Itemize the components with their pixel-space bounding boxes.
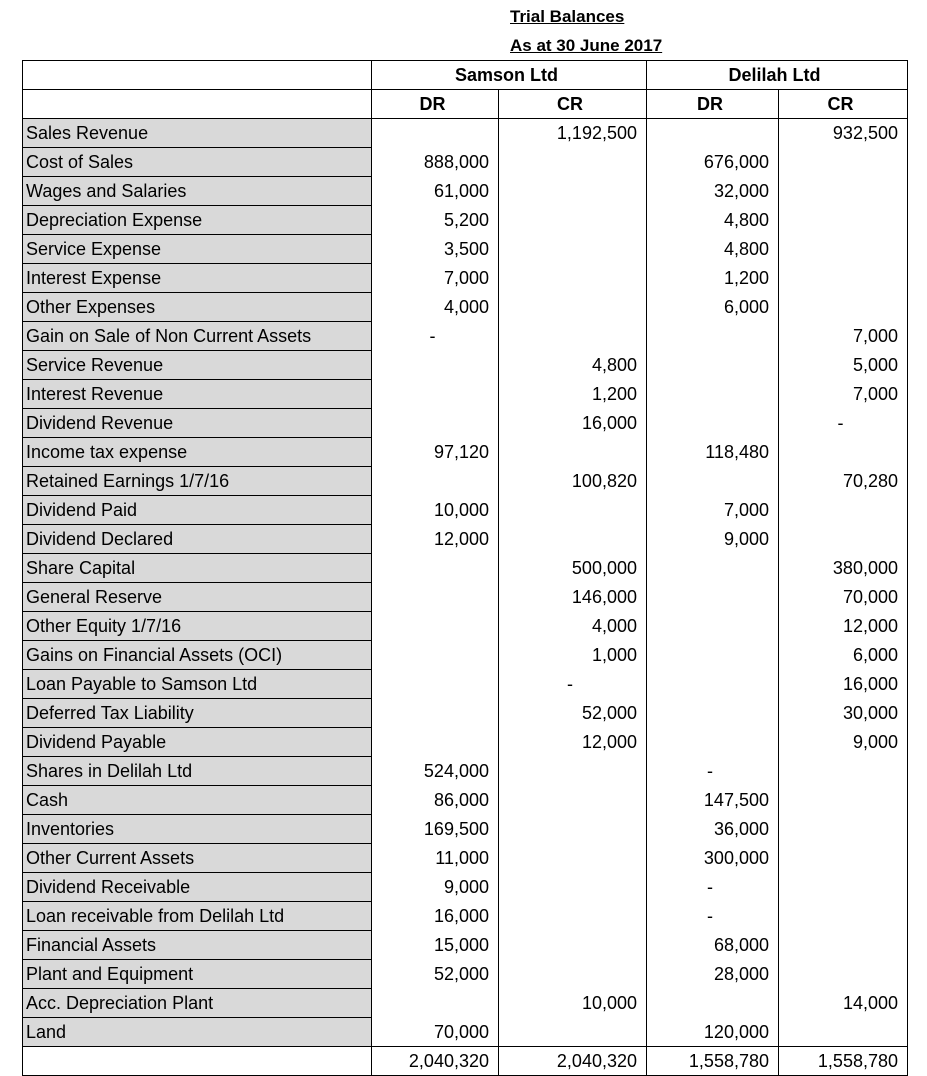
amount-samson-cr	[499, 206, 647, 235]
table-row	[23, 496, 908, 525]
amount-samson-dr: 3,500	[372, 235, 499, 264]
amount-samson-cr	[499, 786, 647, 815]
amount-delilah-dr: 68,000	[647, 931, 779, 960]
page-subtitle: As at 30 June 2017	[510, 36, 663, 55]
amount-delilah-cr	[779, 293, 908, 322]
account-label: Sales Revenue	[23, 119, 372, 148]
account-label: Deferred Tax Liability	[23, 699, 372, 728]
amount-delilah-dr	[647, 351, 779, 380]
amount-delilah-cr: -	[779, 409, 908, 438]
account-label: Income tax expense	[23, 438, 372, 467]
amount-delilah-cr	[779, 206, 908, 235]
amount-samson-cr: 10,000	[499, 989, 647, 1018]
account-label: Dividend Revenue	[23, 409, 372, 438]
account-label: Service Revenue	[23, 351, 372, 380]
amount-samson-cr	[499, 844, 647, 873]
amount-samson-dr	[372, 467, 499, 496]
amount-delilah-dr: 300,000	[647, 844, 779, 873]
amount-delilah-cr: 380,000	[779, 554, 908, 583]
table-row	[23, 351, 908, 380]
amount-samson-cr	[499, 902, 647, 931]
table-row	[23, 931, 908, 960]
amount-delilah-dr	[647, 583, 779, 612]
account-label: Dividend Paid	[23, 496, 372, 525]
amount-delilah-cr	[779, 235, 908, 264]
amount-delilah-dr: 9,000	[647, 525, 779, 554]
amount-delilah-dr: 32,000	[647, 177, 779, 206]
amount-delilah-cr: 12,000	[779, 612, 908, 641]
table-row	[23, 177, 908, 206]
table-row	[23, 264, 908, 293]
table-row	[23, 322, 908, 351]
amount-delilah-dr	[647, 612, 779, 641]
account-label: General Reserve	[23, 583, 372, 612]
column-header-delilah-dr: DR	[647, 90, 779, 119]
account-label: Plant and Equipment	[23, 960, 372, 989]
table-row	[23, 525, 908, 554]
account-label: Land	[23, 1018, 372, 1047]
amount-samson-cr: 16,000	[499, 409, 647, 438]
account-label: Dividend Receivable	[23, 873, 372, 902]
column-header-delilah-cr: CR	[779, 90, 908, 119]
account-label: Cost of Sales	[23, 148, 372, 177]
table-row	[23, 583, 908, 612]
table-row	[23, 815, 908, 844]
table-row	[23, 554, 908, 583]
amount-samson-dr	[372, 583, 499, 612]
amount-samson-cr	[499, 148, 647, 177]
amount-delilah-dr: 676,000	[647, 148, 779, 177]
amount-delilah-dr: 36,000	[647, 815, 779, 844]
amount-delilah-cr	[779, 264, 908, 293]
table-row	[23, 438, 908, 467]
total-delilah-cr: 1,558,780	[779, 1047, 908, 1076]
amount-delilah-cr: 9,000	[779, 728, 908, 757]
amount-samson-dr: 5,200	[372, 206, 499, 235]
amount-samson-dr: 70,000	[372, 1018, 499, 1047]
amount-delilah-dr: -	[647, 873, 779, 902]
amount-delilah-cr	[779, 844, 908, 873]
amount-delilah-dr: 120,000	[647, 1018, 779, 1047]
amount-samson-dr: 7,000	[372, 264, 499, 293]
amount-samson-cr: 100,820	[499, 467, 647, 496]
amount-samson-dr	[372, 351, 499, 380]
amount-samson-cr: 1,200	[499, 380, 647, 409]
amount-samson-cr	[499, 496, 647, 525]
amount-delilah-dr: 6,000	[647, 293, 779, 322]
amount-samson-cr	[499, 931, 647, 960]
amount-samson-cr: 500,000	[499, 554, 647, 583]
amount-delilah-cr: 7,000	[779, 322, 908, 351]
amount-delilah-cr	[779, 873, 908, 902]
account-label: Gains on Financial Assets (OCI)	[23, 641, 372, 670]
amount-delilah-dr	[647, 467, 779, 496]
table-row	[23, 699, 908, 728]
account-label: Loan Payable to Samson Ltd	[23, 670, 372, 699]
account-label: Cash	[23, 786, 372, 815]
amount-samson-dr: 169,500	[372, 815, 499, 844]
account-label: Dividend Payable	[23, 728, 372, 757]
company-header-delilah: Delilah Ltd	[647, 61, 908, 90]
amount-samson-cr	[499, 757, 647, 786]
amount-samson-cr: 4,000	[499, 612, 647, 641]
table-row	[23, 728, 908, 757]
account-label: Depreciation Expense	[23, 206, 372, 235]
header-blank-cell	[23, 61, 372, 90]
amount-samson-cr: 4,800	[499, 351, 647, 380]
amount-delilah-cr: 14,000	[779, 989, 908, 1018]
amount-delilah-dr	[647, 728, 779, 757]
amount-samson-cr	[499, 873, 647, 902]
table-row	[23, 989, 908, 1018]
column-header-samson-dr: DR	[372, 90, 499, 119]
amount-delilah-dr	[647, 699, 779, 728]
amount-samson-cr: 146,000	[499, 583, 647, 612]
amount-samson-cr	[499, 235, 647, 264]
column-header-samson-cr: CR	[499, 90, 647, 119]
amount-samson-cr: 52,000	[499, 699, 647, 728]
account-label: Interest Expense	[23, 264, 372, 293]
table-row	[23, 960, 908, 989]
amount-delilah-dr	[647, 322, 779, 351]
account-label: Other Current Assets	[23, 844, 372, 873]
amount-delilah-dr	[647, 554, 779, 583]
account-label: Wages and Salaries	[23, 177, 372, 206]
table-row	[23, 409, 908, 438]
amount-delilah-dr	[647, 119, 779, 148]
table-row	[23, 380, 908, 409]
page-title: Trial Balances	[510, 7, 625, 26]
amount-delilah-cr	[779, 960, 908, 989]
table-row	[23, 641, 908, 670]
amount-delilah-cr	[779, 177, 908, 206]
table-row	[23, 119, 908, 148]
column-header-row	[23, 90, 908, 119]
amount-samson-dr: 15,000	[372, 931, 499, 960]
totals-label-cell	[23, 1047, 372, 1076]
amount-samson-dr: 52,000	[372, 960, 499, 989]
amount-delilah-dr: -	[647, 902, 779, 931]
amount-delilah-dr	[647, 989, 779, 1018]
amount-delilah-dr: 7,000	[647, 496, 779, 525]
table-row	[23, 235, 908, 264]
company-header-row	[23, 61, 908, 90]
amount-samson-dr: 61,000	[372, 177, 499, 206]
account-label: Share Capital	[23, 554, 372, 583]
trial-balance-table	[22, 60, 908, 1076]
table-row	[23, 873, 908, 902]
amount-delilah-cr: 6,000	[779, 641, 908, 670]
account-label: Acc. Depreciation Plant	[23, 989, 372, 1018]
amount-delilah-cr: 16,000	[779, 670, 908, 699]
account-label: Retained Earnings 1/7/16	[23, 467, 372, 496]
amount-delilah-cr	[779, 931, 908, 960]
amount-samson-dr: -	[372, 322, 499, 351]
amount-samson-dr	[372, 612, 499, 641]
account-label: Other Expenses	[23, 293, 372, 322]
amount-samson-dr	[372, 670, 499, 699]
amount-delilah-cr	[779, 438, 908, 467]
amount-samson-dr: 97,120	[372, 438, 499, 467]
account-label: Loan receivable from Delilah Ltd	[23, 902, 372, 931]
amount-delilah-cr: 70,000	[779, 583, 908, 612]
amount-samson-dr: 12,000	[372, 525, 499, 554]
table-row	[23, 148, 908, 177]
amount-samson-cr	[499, 1018, 647, 1047]
amount-samson-cr	[499, 177, 647, 206]
amount-samson-cr	[499, 525, 647, 554]
amount-delilah-cr: 30,000	[779, 699, 908, 728]
amount-samson-cr	[499, 293, 647, 322]
table-row	[23, 467, 908, 496]
total-samson-cr: 2,040,320	[499, 1047, 647, 1076]
amount-samson-dr: 11,000	[372, 844, 499, 873]
amount-samson-dr: 10,000	[372, 496, 499, 525]
amount-samson-dr: 16,000	[372, 902, 499, 931]
table-row	[23, 293, 908, 322]
amount-delilah-dr: 1,200	[647, 264, 779, 293]
amount-samson-dr	[372, 380, 499, 409]
amount-delilah-cr: 932,500	[779, 119, 908, 148]
amount-delilah-cr	[779, 496, 908, 525]
amount-delilah-dr: 4,800	[647, 206, 779, 235]
amount-samson-cr: 12,000	[499, 728, 647, 757]
amount-samson-cr	[499, 264, 647, 293]
table-row	[23, 757, 908, 786]
amount-samson-dr: 86,000	[372, 786, 499, 815]
total-samson-dr: 2,040,320	[372, 1047, 499, 1076]
amount-delilah-cr: 7,000	[779, 380, 908, 409]
amount-samson-cr: 1,192,500	[499, 119, 647, 148]
amount-samson-cr: 1,000	[499, 641, 647, 670]
account-label: Interest Revenue	[23, 380, 372, 409]
table-row	[23, 1018, 908, 1047]
amount-delilah-dr	[647, 380, 779, 409]
amount-samson-dr	[372, 699, 499, 728]
amount-delilah-cr: 5,000	[779, 351, 908, 380]
amount-delilah-dr	[647, 670, 779, 699]
amount-delilah-dr	[647, 409, 779, 438]
amount-samson-cr	[499, 438, 647, 467]
account-label: Gain on Sale of Non Current Assets	[23, 322, 372, 351]
amount-delilah-cr	[779, 525, 908, 554]
account-label: Shares in Delilah Ltd	[23, 757, 372, 786]
table-row	[23, 902, 908, 931]
amount-delilah-dr: 4,800	[647, 235, 779, 264]
amount-samson-cr	[499, 815, 647, 844]
table-row	[23, 670, 908, 699]
amount-delilah-dr	[647, 641, 779, 670]
amount-samson-dr	[372, 119, 499, 148]
amount-delilah-dr: 147,500	[647, 786, 779, 815]
amount-samson-cr	[499, 960, 647, 989]
amount-samson-dr	[372, 409, 499, 438]
table-row	[23, 844, 908, 873]
amount-samson-cr: -	[499, 670, 647, 699]
amount-samson-dr	[372, 554, 499, 583]
table-row	[23, 612, 908, 641]
amount-delilah-cr	[779, 148, 908, 177]
amount-samson-dr	[372, 641, 499, 670]
account-label: Inventories	[23, 815, 372, 844]
amount-samson-dr	[372, 728, 499, 757]
amount-delilah-dr: -	[647, 757, 779, 786]
amount-delilah-cr	[779, 1018, 908, 1047]
total-delilah-dr: 1,558,780	[647, 1047, 779, 1076]
header-blank-cell	[23, 90, 372, 119]
amount-delilah-cr	[779, 902, 908, 931]
amount-samson-dr	[372, 989, 499, 1018]
amount-samson-dr: 4,000	[372, 293, 499, 322]
amount-delilah-cr	[779, 757, 908, 786]
amount-delilah-dr: 118,480	[647, 438, 779, 467]
account-label: Service Expense	[23, 235, 372, 264]
table-row	[23, 206, 908, 235]
table-row	[23, 786, 908, 815]
amount-samson-cr	[499, 322, 647, 351]
amount-delilah-dr: 28,000	[647, 960, 779, 989]
company-header-samson: Samson Ltd	[372, 61, 647, 90]
account-label: Other Equity 1/7/16	[23, 612, 372, 641]
amount-delilah-cr	[779, 786, 908, 815]
totals-row	[23, 1047, 908, 1076]
amount-samson-dr: 9,000	[372, 873, 499, 902]
amount-samson-dr: 524,000	[372, 757, 499, 786]
amount-delilah-cr: 70,280	[779, 467, 908, 496]
account-label: Financial Assets	[23, 931, 372, 960]
amount-samson-dr: 888,000	[372, 148, 499, 177]
amount-delilah-cr	[779, 815, 908, 844]
account-label: Dividend Declared	[23, 525, 372, 554]
